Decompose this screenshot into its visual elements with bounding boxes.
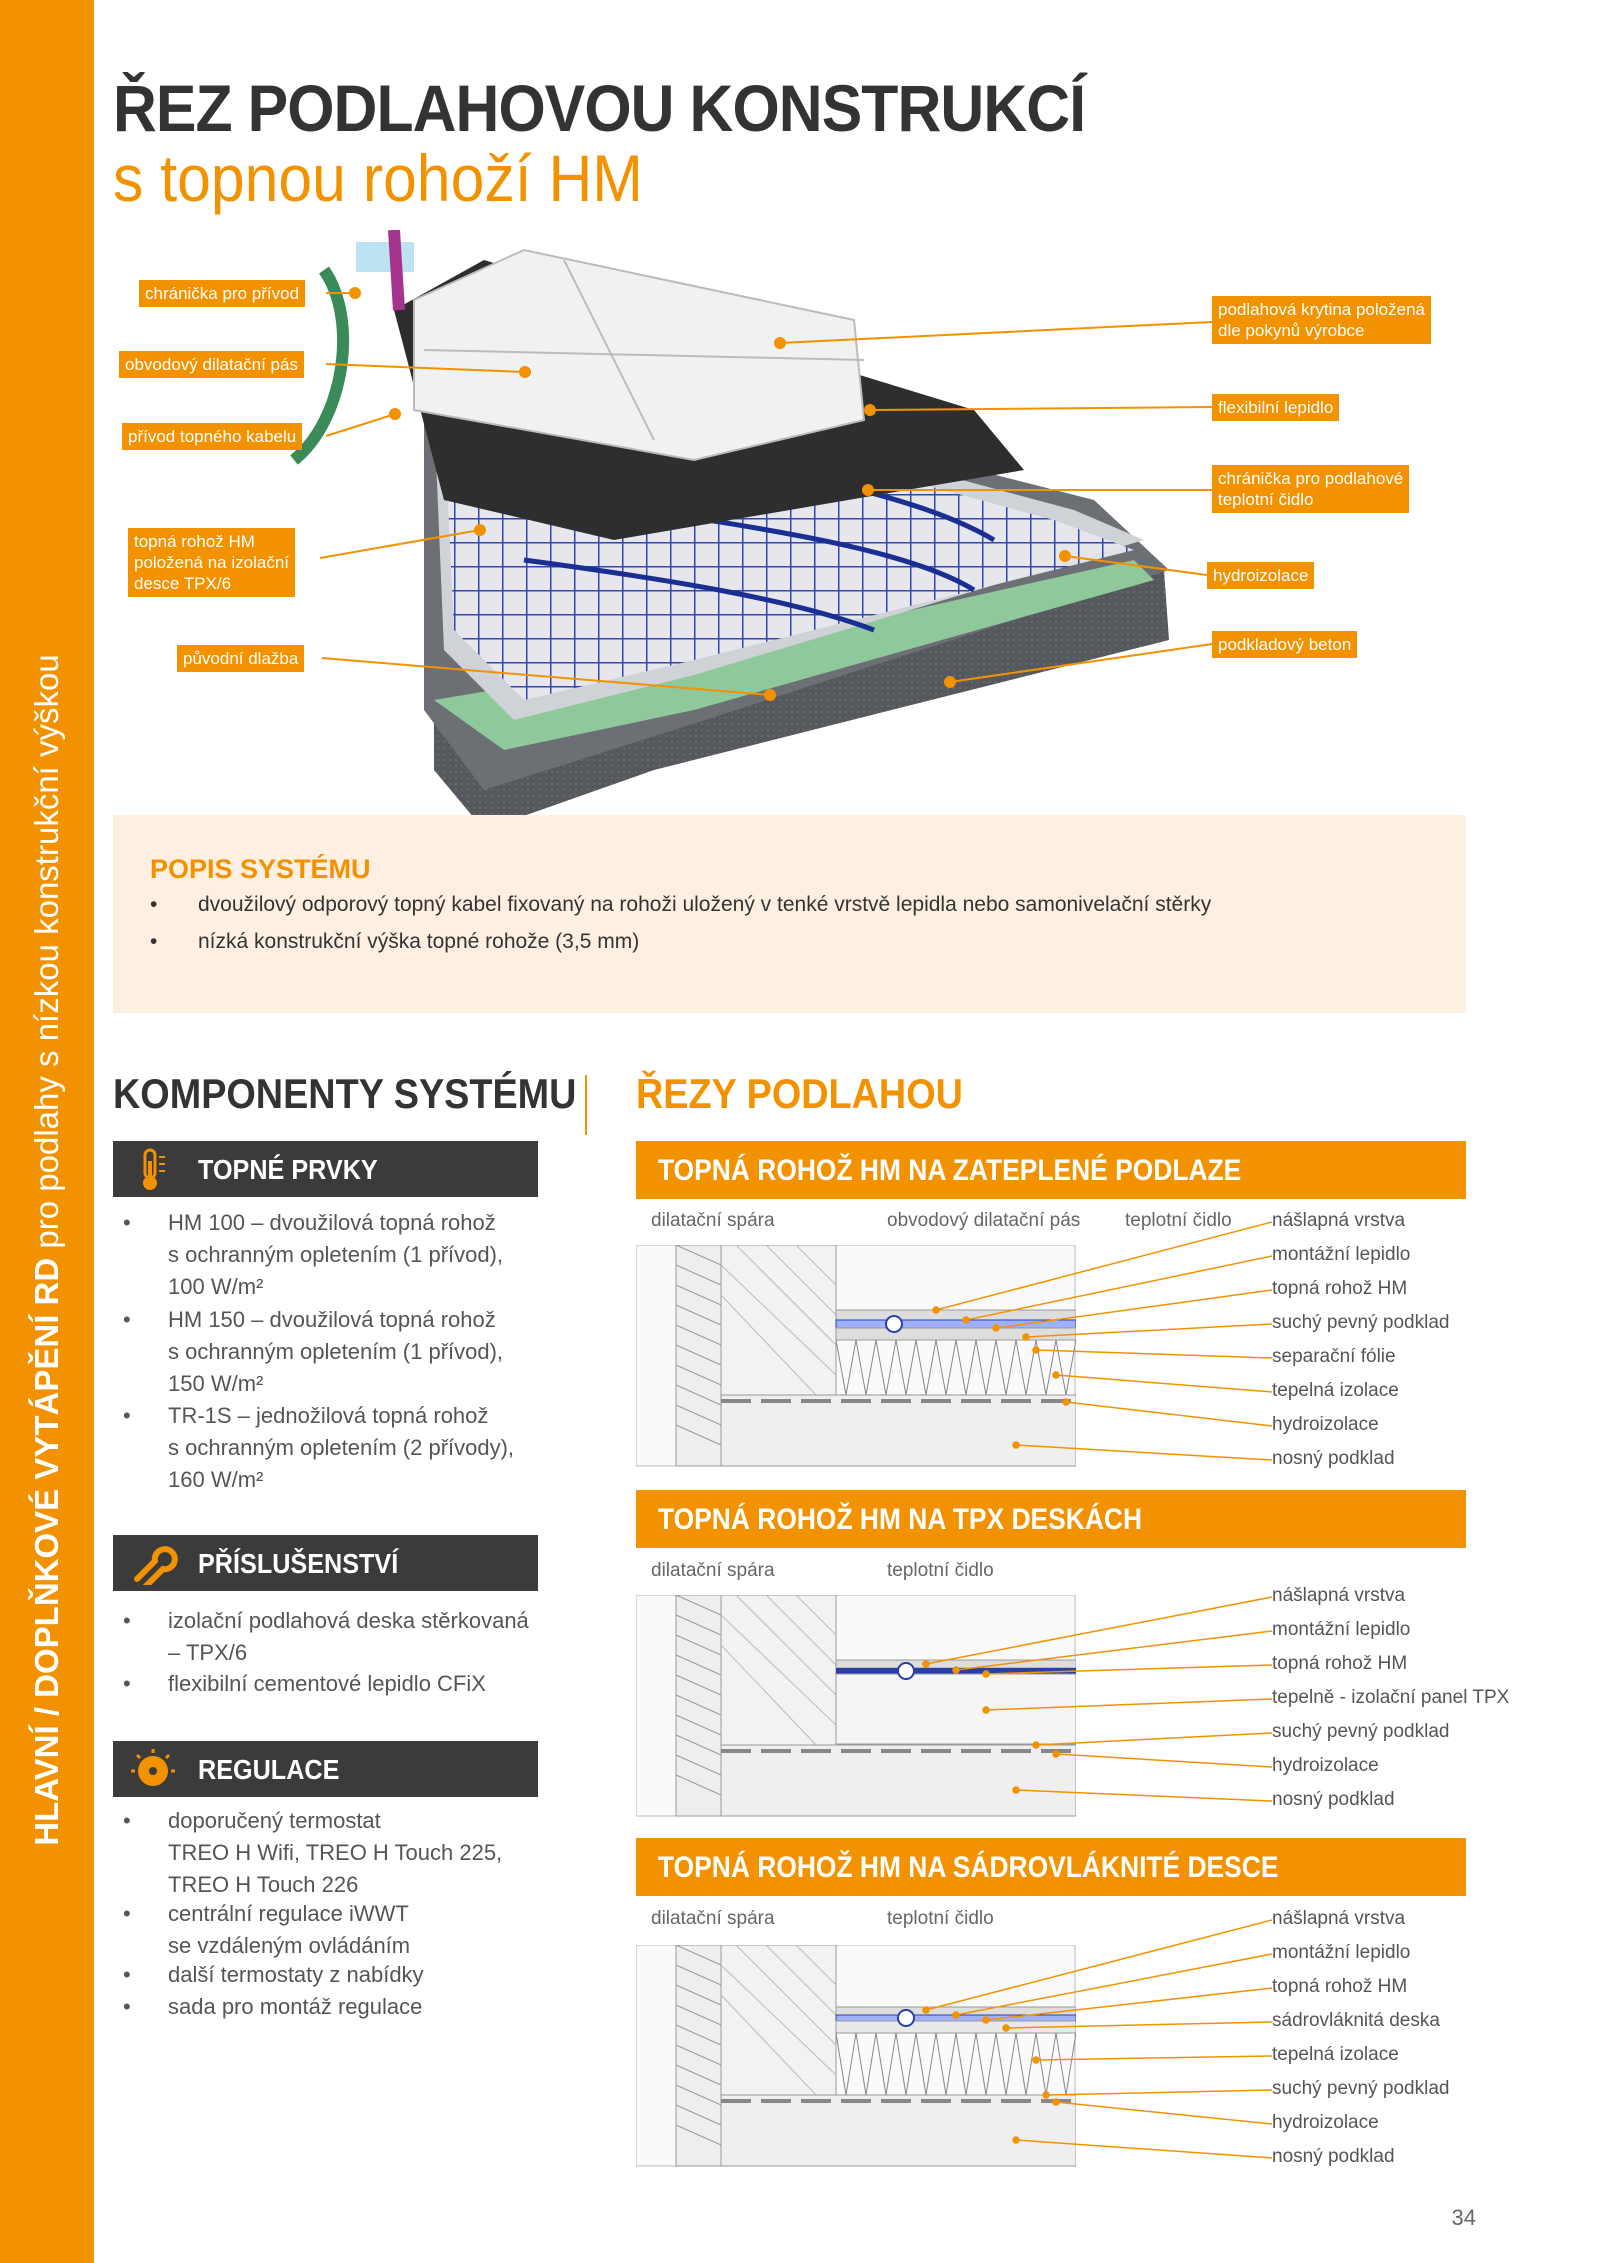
section-2-layer-3: topná rohož HM <box>1272 1653 1408 1674</box>
page-subtitle: s topnou rohoží HM <box>113 141 643 215</box>
section-1-header: TOPNÁ ROHOŽ HM NA ZATEPLENÉ PODLAZE <box>636 1141 1466 1199</box>
callout-chranicka-privod: chránička pro přívod <box>139 280 305 307</box>
callout-chranicka-cidlo: chránička pro podlahové teplotní čidlo <box>1212 465 1409 513</box>
section-1-layer-6: tepelná izolace <box>1272 1380 1399 1401</box>
section-3-label-dilatacni: dilatační spára <box>651 1908 775 1929</box>
section-3-label-cidlo: teplotní čidlo <box>887 1908 994 1929</box>
sections-title: ŘEZY PODLAHOU <box>636 1070 963 1117</box>
section-2-header: TOPNÁ ROHOŽ HM NA TPX DESKÁCH <box>636 1490 1466 1548</box>
section-1-label-obvodovy: obvodový dilatační pás <box>887 1210 1081 1231</box>
section-leader-lines <box>636 1200 1276 2180</box>
description-bullet-1: • dvoužilový odporový topný kabel fixovaný na rohoži uložený v tenké vrstvě lepidla nebo samonivelační stěrky <box>150 893 1212 916</box>
side-band-text: HLAVNÍ / DOPLŇKOVÉ VYTÁPĚNÍ RD pro podlahy s nízkou konstrukční výškou <box>28 654 65 1846</box>
section-2-label-dilatacni: dilatační spára <box>651 1560 775 1581</box>
callout-lines <box>0 0 1600 720</box>
heating-elements-header: TOPNÉ PRVKY <box>113 1141 538 1197</box>
section-2-layer-5: suchý pevný podklad <box>1272 1721 1450 1742</box>
section-3-layer-2: montážní lepidlo <box>1272 1942 1411 1963</box>
section-2-label-cidlo: teplotní čidlo <box>887 1560 994 1581</box>
thermostat-icon <box>131 1747 177 1793</box>
section-1-layer-4: suchý pevný podklad <box>1272 1312 1450 1333</box>
callout-flexibilni-lepidlo: flexibilní lepidlo <box>1212 394 1339 421</box>
column-divider <box>585 1075 587 1135</box>
callout-puvodni-dlazba: původní dlažba <box>177 645 304 672</box>
page-number: 34 <box>1451 2205 1476 2230</box>
section-1-layer-2: montážní lepidlo <box>1272 1244 1411 1265</box>
section-1-label-cidlo: teplotní čidlo <box>1125 1210 1232 1231</box>
section-1-label-dilatacni: dilatační spára <box>651 1210 775 1231</box>
section-2-layer-2: montážní lepidlo <box>1272 1619 1411 1640</box>
description-bullet-2: • nízká konstrukční výška topné rohože (3,5 mm) <box>150 930 640 953</box>
section-3-layer-1: nášlapná vrstva <box>1272 1908 1406 1929</box>
section-3-layer-7: hydroizolace <box>1272 2112 1379 2133</box>
section-1-layer-8: nosný podklad <box>1272 1448 1395 1469</box>
regulation-header: REGULACE <box>113 1741 538 1797</box>
section-3-header: TOPNÁ ROHOŽ HM NA SÁDROVLÁKNITÉ DESCE <box>636 1838 1466 1896</box>
callout-podkladovy-beton: podkladový beton <box>1212 631 1357 658</box>
section-1-layer-5: separační fólie <box>1272 1346 1396 1367</box>
section-3-layer-4: sádrovláknitá deska <box>1272 2010 1440 2031</box>
callout-privod-kabelu: přívod topného kabelu <box>122 423 302 450</box>
callout-hydroizolace: hydroizolace <box>1207 562 1314 589</box>
callout-topna-rohoz: topná rohož HM položená na izolační desce TPX/6 <box>128 528 295 597</box>
section-3-layer-8: nosný podklad <box>1272 2146 1395 2167</box>
section-2-layer-1: nášlapná vrstva <box>1272 1585 1406 1606</box>
section-3-layer-6: suchý pevný podklad <box>1272 2078 1450 2099</box>
accessories-header: PŘÍSLUŠENSTVÍ <box>113 1535 538 1591</box>
callout-podlahova-krytina: podlahová krytina položená dle pokynů výrobce <box>1212 296 1431 344</box>
section-2-layer-4: tepelně - izolační panel TPX <box>1272 1687 1510 1708</box>
system-description-title: POPIS SYSTÉMU <box>150 854 371 884</box>
section-2-layer-7: nosný podklad <box>1272 1789 1395 1810</box>
section-1-layer-3: topná rohož HM <box>1272 1278 1408 1299</box>
callout-obvodovy-pas: obvodový dilatační pás <box>119 351 304 378</box>
section-3-layer-3: topná rohož HM <box>1272 1976 1408 1997</box>
section-2-layer-6: hydroizolace <box>1272 1755 1379 1776</box>
section-1-layer-7: hydroizolace <box>1272 1414 1379 1435</box>
section-1-layer-1: nášlapná vrstva <box>1272 1210 1406 1231</box>
thermometer-icon <box>131 1147 171 1193</box>
wrench-icon <box>131 1541 181 1585</box>
components-title: KOMPONENTY SYSTÉMU <box>113 1070 577 1117</box>
page-title: ŘEZ PODLAHOVOU KONSTRUKCÍ <box>113 71 1086 145</box>
section-3-layer-5: tepelná izolace <box>1272 2044 1399 2065</box>
